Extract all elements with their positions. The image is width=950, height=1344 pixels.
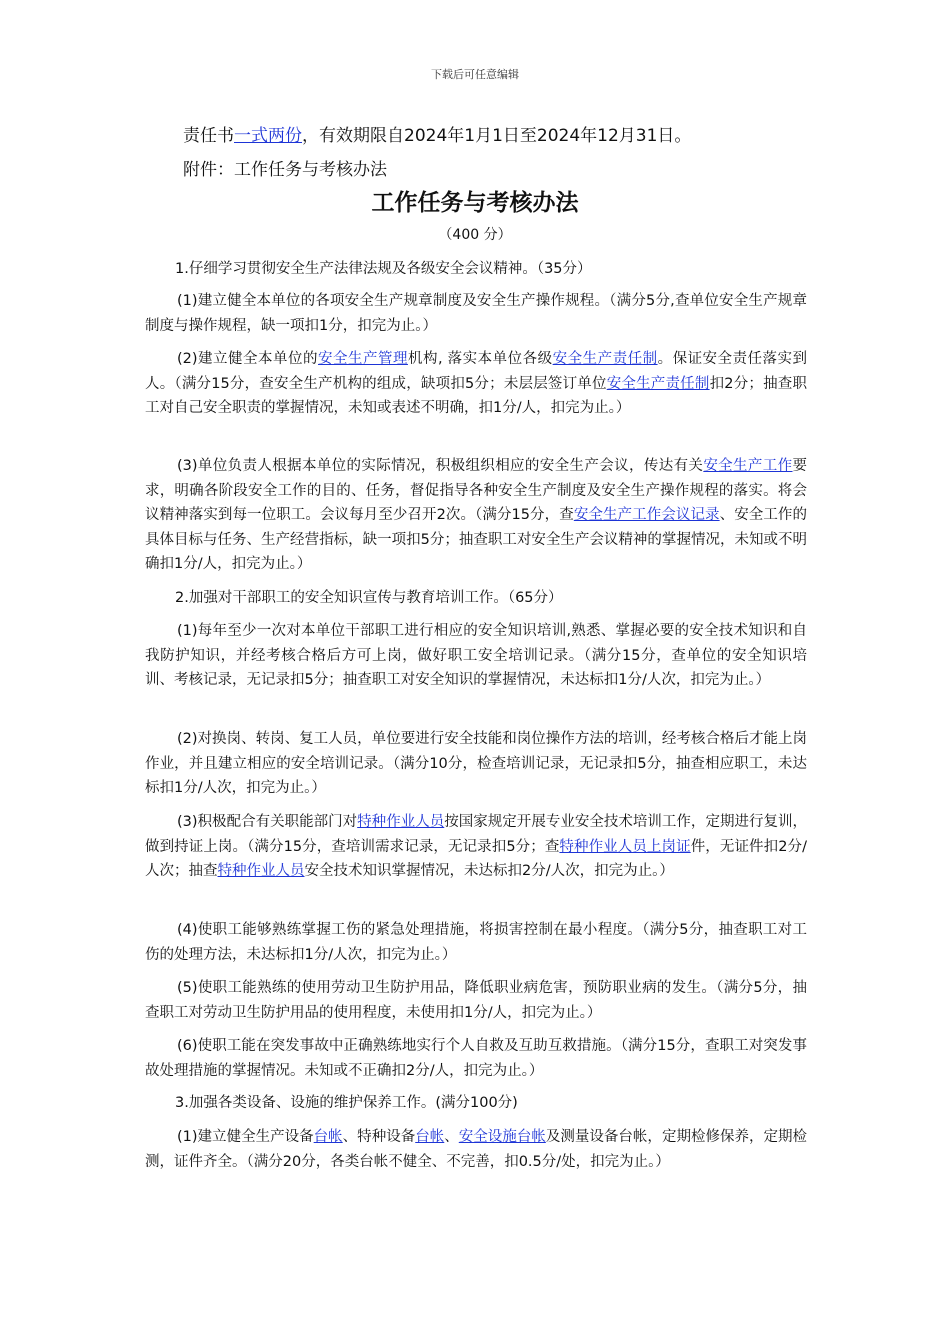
hyperlink[interactable]: 台帐	[415, 1129, 445, 1145]
text-run: (3)积极配合有关职能部门对	[177, 814, 358, 830]
text-run: (6)使职工能在突发事故中正确熟练地实行个人自救及互助互救措施。（满分15分，查职工对突发事故处理措施的掌握情况。未知或不正确扣2分/人，扣完为止。）	[145, 1038, 807, 1079]
text-run: 责任书	[183, 126, 234, 146]
text-run: (2)对换岗、转岗、复工人员，单位要进行安全技能和岗位操作方法的培训，经考核合格后才能上岗作业，并且建立相应的安全培训记录。（满分10分，检查培训记录，无记录扣5分，抽查相应职工，未达标扣1分/人次，扣完为止。）	[145, 731, 807, 796]
paragraph	[145, 976, 807, 1025]
hyperlink[interactable]: 特种作业人员	[217, 863, 305, 879]
text-run: (1)建立健全生产设备	[177, 1129, 314, 1145]
text-run: (3)单位负责人根据本单位的实际情况，积极组织相应的安全生产会议，传达有关	[177, 458, 704, 474]
hyperlink[interactable]: 特种作业人员	[357, 814, 445, 830]
text-run: 件，无证件扣2分/人次；抽查	[145, 838, 807, 879]
section-heading	[175, 1092, 518, 1114]
validity-line	[183, 124, 691, 148]
text-run: (5)使职工能熟练的使用劳动卫生防护用品，降低职业病危害，预防职业病的发生。（满分5分，抽查职工对劳动卫生防护用品的使用程度，未使用扣1分/人，扣完为止。）	[145, 980, 807, 1021]
text-run: 3.加强各类设备、设施的维护保养工作。(满分100分)	[175, 1095, 518, 1111]
hyperlink[interactable]: 台帐	[313, 1129, 343, 1145]
hyperlink[interactable]: 安全生产工作	[703, 458, 793, 474]
hyperlink[interactable]: 安全生产责任制	[606, 375, 710, 392]
paragraph	[145, 454, 807, 577]
text-run: 、特种设备	[342, 1129, 416, 1145]
paragraph	[145, 810, 807, 884]
paragraph	[145, 727, 807, 801]
text-run: 1.仔细学习贯彻安全生产法律法规及各级安全会议精神。（35分）	[175, 261, 592, 277]
text-run: ，有效期限自2024年1月1日至2024年12月31日。	[302, 126, 692, 146]
text-run: 、	[444, 1129, 459, 1145]
paragraph	[145, 619, 807, 693]
paragraph	[145, 1125, 807, 1174]
text-run: 按国家规定开展专业安全技术培训工作，定期进行复训，做到持证上岗。（满分15分，查培训需求记录，无记录扣5分；查	[145, 814, 808, 855]
hyperlink[interactable]: 安全设施台帐	[458, 1129, 546, 1145]
paragraph	[145, 918, 807, 967]
text-run: (2)建立健全本单位的	[177, 351, 318, 367]
hyperlink[interactable]: 特种作业人员上岗证	[559, 838, 691, 855]
hyperlink[interactable]: 安全生产责任制	[552, 351, 658, 367]
section-heading	[175, 258, 592, 280]
paragraph	[145, 347, 807, 421]
text-run: (4)使职工能够熟练掌握工伤的紧急处理措施，将损害控制在最小程度。（满分5分，抽查职工对工伤的处理方法，未达标扣1分/人次，扣完为止。）	[145, 922, 807, 963]
text-run: 机构, 落实本单位各级	[407, 351, 553, 367]
document-subtitle: （400 分）	[438, 227, 512, 243]
section-heading	[175, 587, 563, 609]
text-run: 扣2分；抽查职工对自己安全职责的掌握情况，未知或表述不明确，扣1分/人，扣完为止。）	[145, 375, 807, 416]
text-run: (1)建立健全本单位的各项安全生产规章制度及安全生产操作规程。（满分5分,查单位安全生产规章制度与操作规程，缺一项扣1分，扣完为止。）	[145, 293, 807, 334]
attachment-line	[183, 158, 387, 182]
document-title: 工作任务与考核办法	[371, 190, 579, 216]
text-run: 。保证安全责任落实到人。（满分15分，查安全生产机构的组成，缺项扣5分；未层层签订单位	[145, 351, 808, 392]
text-run: 、安全工作的具体目标与任务、生产经营指标，缺一项扣5分；抽查职工对安全生产会议精神的掌握情况，未知或不明确扣1分/人，扣完为止。）	[145, 507, 808, 572]
text-run: 2.加强对干部职工的安全知识宣传与教育培训工作。（65分）	[175, 590, 563, 606]
paragraph	[145, 1034, 807, 1083]
text-run: 安全技术知识掌握情况，未达标扣2分/人次，扣完为止。）	[304, 863, 674, 879]
hyperlink[interactable]: 安全生产管理	[317, 351, 408, 367]
text-run: (1)每年至少一次对本单位干部职工进行相应的安全知识培训,熟悉、掌握必要的安全技术知识和自我防护知识，并经考核合格后方可上岗，做好职工安全培训记录。（满分15分，查单位的安全知识培训、考核记录，无记录扣5分；抽查职工对安全知识的掌握情况，未达标扣1分/人次，扣完为止。）	[145, 623, 807, 688]
paragraph	[145, 289, 807, 338]
hyperlink[interactable]: 一式两份	[234, 126, 302, 146]
text-run: 要求，明确各阶段安全工作的目的、任务，督促指导各种安全生产制度及安全生产操作规程的落实。将会议精神落实到每一位职工。会议每月至少召开2次。（满分15分，查	[145, 458, 808, 523]
text-run: 及测量设备台帐，定期检修保养，定期检测，证件齐全。（满分20分，各类台帐不健全、不完善，扣0.5分/处，扣完为止。）	[145, 1129, 808, 1170]
hyperlink[interactable]: 安全生产工作会议记录	[573, 507, 720, 523]
watermark-header: 下载后可任意编辑	[431, 68, 519, 81]
text-run: 附件：工作任务与考核办法	[183, 160, 387, 180]
